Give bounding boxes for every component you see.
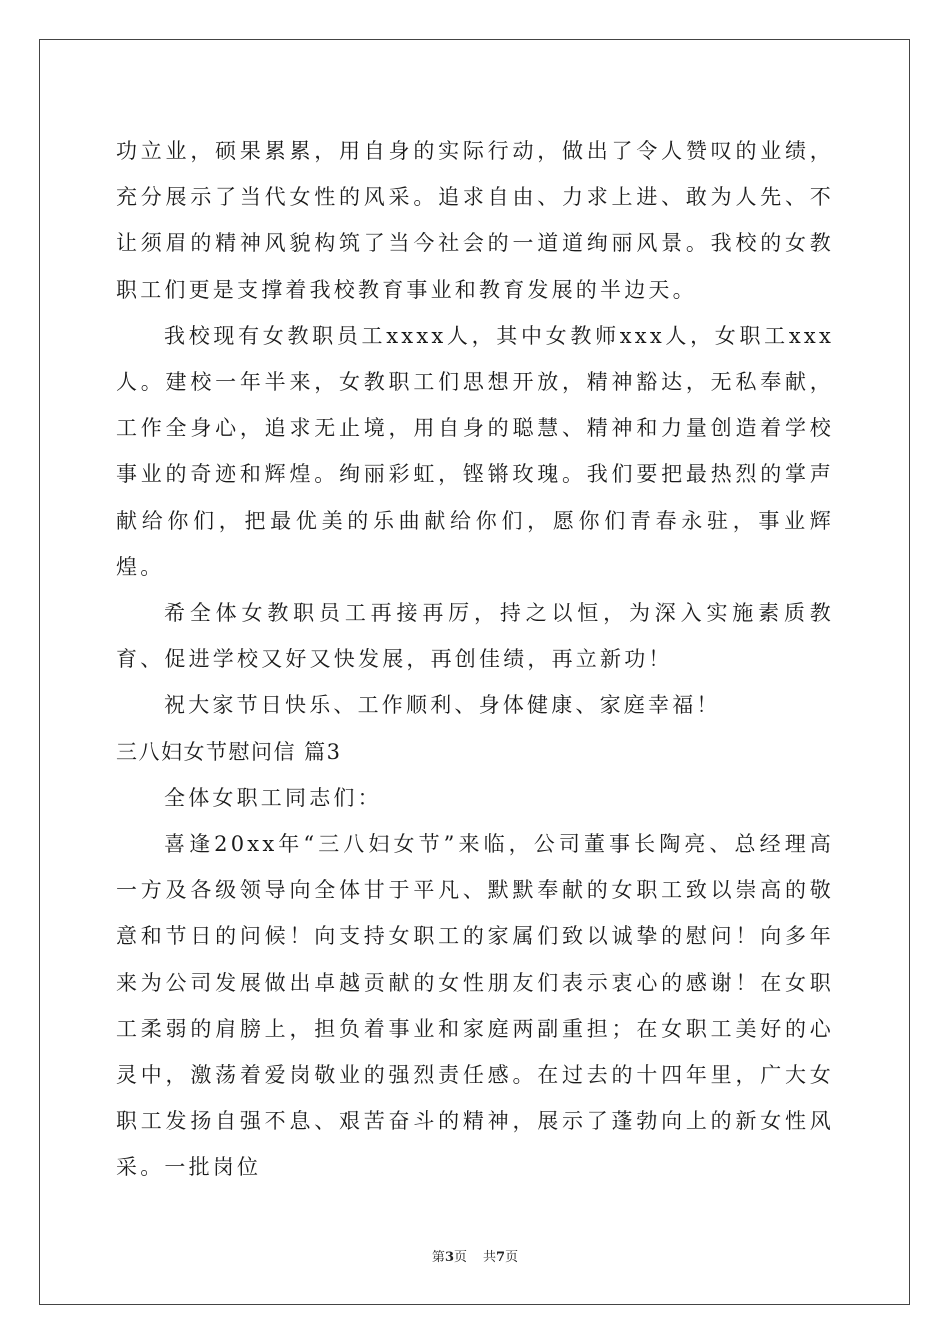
total-prefix: 共 (483, 1250, 497, 1265)
total-suffix: 页 (505, 1250, 519, 1265)
paragraph-wishes: 祝大家节日快乐、工作顺利、身体健康、家庭幸福！ (164, 693, 721, 718)
salutation: 全体女职工同志们： (164, 785, 382, 810)
page-prefix: 第 (431, 1250, 445, 1265)
paragraph-continued: 功立业，硕果累累，用自身的实际行动，做出了令人赞叹的业绩，充分展示了当代女性的风采。追求自由、力求上进、敢为人先、不让须眉的精神风貌构筑了当今社会的一道道绚丽风景。我校的女教职工们更是支撑着我校教育事业和教育发展的半边天。 (116, 139, 834, 302)
section-heading: 三八妇女节慰问信 篇3 (116, 739, 342, 764)
letter-body: 喜逢20xx年“三八妇女节”来临，公司董事长陶亮、总经理高一方及各级领导向全体甘于平凡、默默奉献的女职工致以崇高的敬意和节日的问候！向支持女职工的家属们致以诚挚的慰问！向多年来为公司发展做出卓越贡献的女性朋友们表示衷心的感谢！在女职工柔弱的肩膀上，担负着事业和家庭两副重担；在女职工美好的心灵中，激荡着爱岗敬业的强烈责任感。在过去的十四年里，广大女职工发扬自强不息、艰苦奋斗的精神，展示了蓬勃向上的新女性风采。一批岗位 (116, 832, 834, 1180)
paragraph-encouragement: 希全体女教职员工再接再厉，持之以恒，为深入实施素质教育、促进学校又好又快发展，再创佳绩，再立新功！ (116, 601, 834, 672)
page-total: 7 (496, 1250, 506, 1265)
paragraph-staff-count: 我校现有女教职员工xxxx人，其中女教师xxx人，女职工xxx人。建校一年半来，女教职工们思想开放，精神豁达，无私奉献，工作全身心，追求无止境，用自身的聪慧、精神和力量创造着学校事业的奇迹和辉煌。绚丽彩虹，铿锵玫瑰。我们要把最热烈的掌声献给你们，把最优美的乐曲献给你们，愿你们青春永驻，事业辉煌。 (116, 323, 834, 579)
page-footer (0, 1246, 950, 1265)
page-suffix: 页 (453, 1250, 467, 1265)
page-current: 3 (444, 1250, 454, 1265)
document-body (116, 128, 834, 1191)
